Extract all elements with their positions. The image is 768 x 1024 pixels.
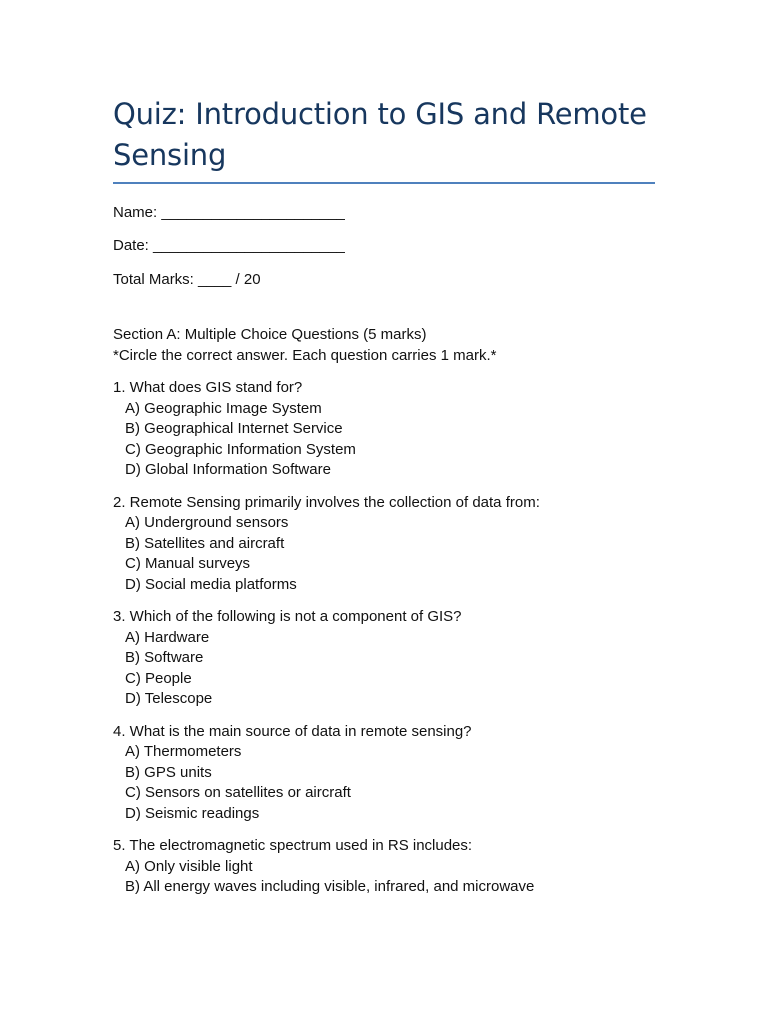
answer-option: B) Geographical Internet Service [125, 420, 343, 437]
answer-option: D) Global Information Software [125, 461, 331, 478]
question-5 [113, 836, 658, 898]
answer-option: D) Social media platforms [125, 575, 297, 593]
question-3 [113, 607, 658, 710]
question-text: 2. Remote Sensing primarily involves the collection of data from: [113, 493, 540, 511]
section-a-heading: Section A: Multiple Choice Questions (5 marks) [113, 326, 427, 343]
answer-option: C) Manual surveys [125, 555, 251, 572]
answer-option: B) All energy waves including visible, infrared, and microwave [125, 878, 535, 895]
section-a-instruction: *Circle the correct answer. Each question carries 1 mark.* [113, 347, 497, 364]
question-1 [113, 378, 658, 481]
question-text: 3. Which of the following is not a component of GIS? [113, 608, 462, 625]
answer-option: C) People [125, 669, 192, 687]
total-marks-field: Total Marks: ____ / 20 [113, 271, 261, 288]
answer-option: A) Hardware [125, 628, 210, 646]
name-field: Name: ______________________ [113, 204, 345, 221]
answer-option: D) Telescope [125, 690, 213, 707]
document-content [113, 94, 658, 898]
answer-option: B) Software [125, 649, 204, 666]
answer-option: A) Only visible light [125, 857, 253, 875]
answer-option: A) Thermometers [125, 743, 242, 760]
answer-option: A) Geographic Image System [125, 399, 322, 417]
answer-option: B) GPS units [125, 763, 212, 781]
question-2 [113, 493, 658, 596]
question-text: 4. What is the main source of data in remote sensing? [113, 722, 472, 740]
answer-option: D) Seismic readings [125, 804, 260, 822]
question-4 [113, 722, 658, 825]
question-text: 5. The electromagnetic spectrum used in RS includes: [113, 837, 473, 854]
answer-option: A) Underground sensors [125, 514, 289, 531]
date-field: Date: _______________________ [113, 237, 345, 254]
question-text: 1. What does GIS stand for? [113, 379, 303, 396]
answer-option: C) Geographic Information System [125, 440, 356, 458]
answer-option: C) Sensors on satellites or aircraft [125, 784, 351, 801]
document-title: Quiz: Introduction to GIS and Remote Sensing [113, 97, 647, 172]
title-divider [113, 182, 655, 184]
answer-option: B) Satellites and aircraft [125, 534, 285, 552]
